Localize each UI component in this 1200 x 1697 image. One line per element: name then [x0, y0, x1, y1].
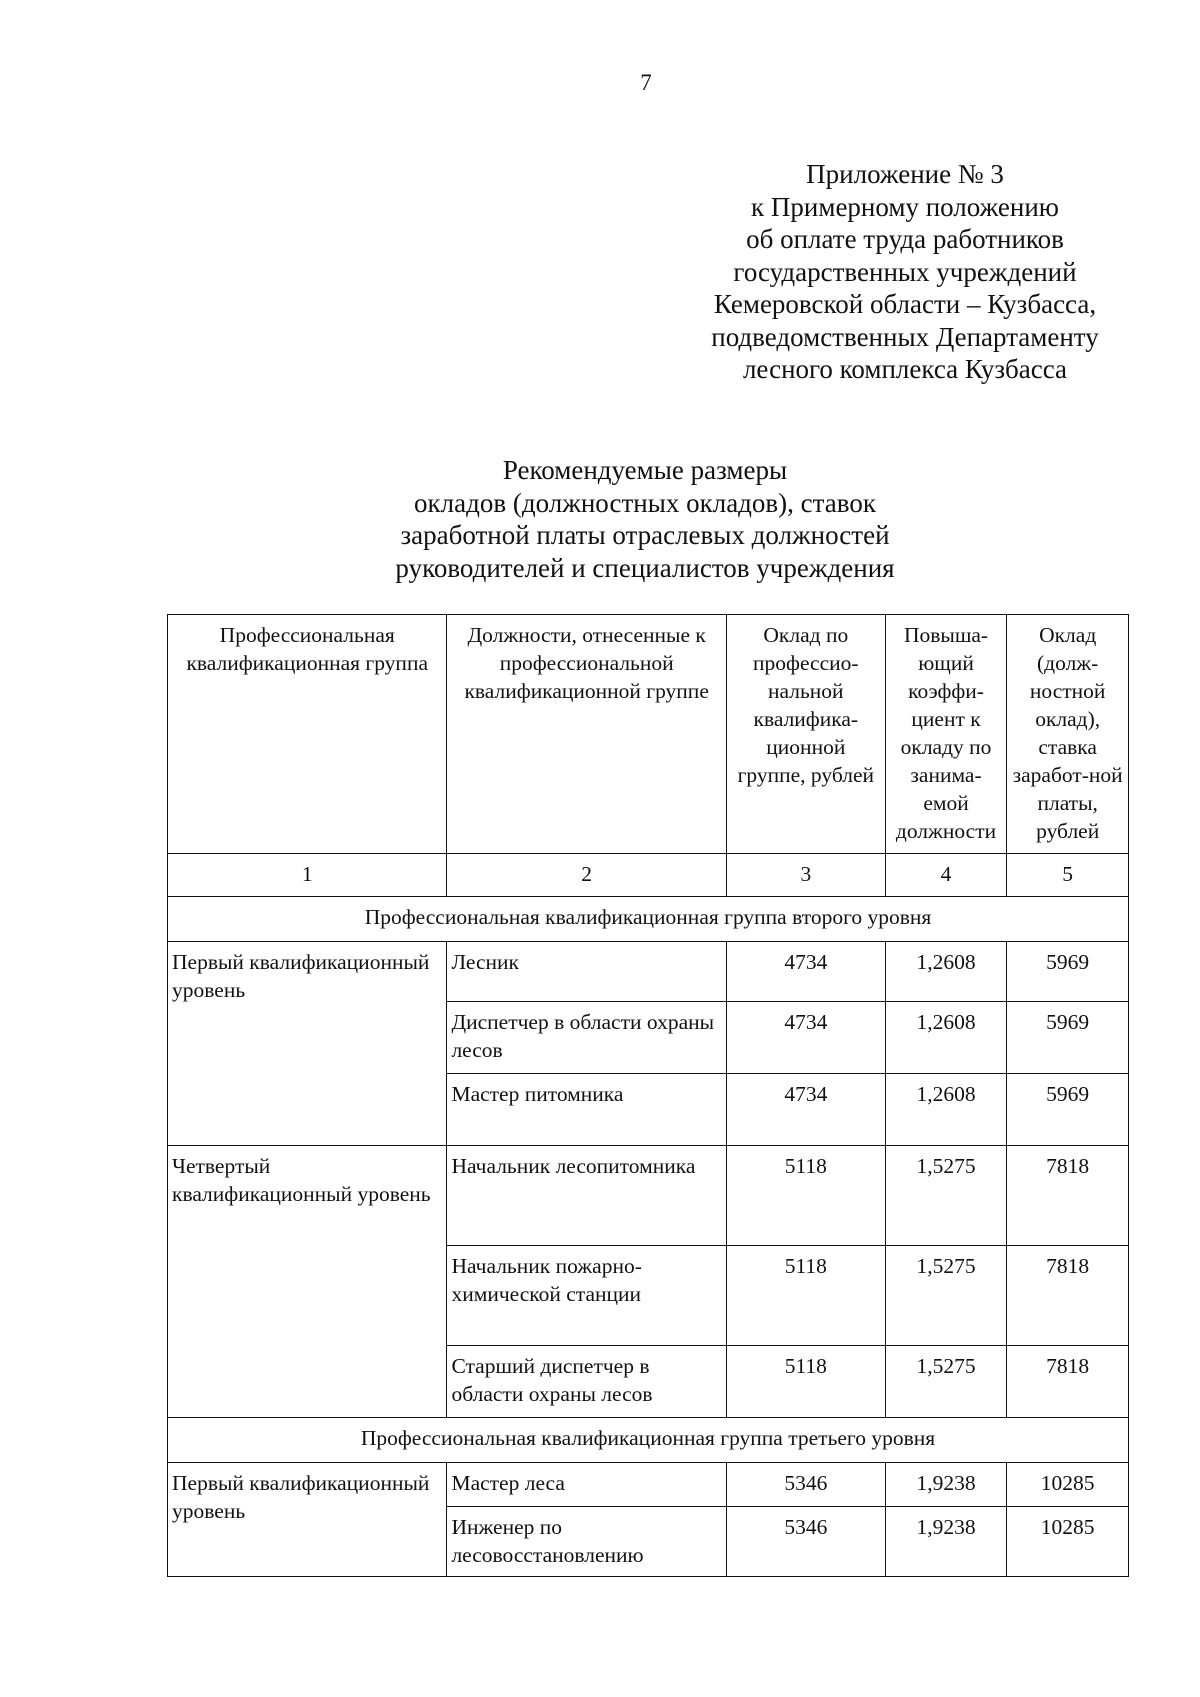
position-cell: Старший диспетчер в области охраны лесов	[447, 1346, 726, 1418]
table-header-row	[168, 615, 1129, 854]
total-cell: 5969	[1007, 942, 1129, 1002]
table-row	[168, 1463, 1129, 1507]
appendix-line: государственных учреждений	[733, 256, 1077, 287]
salary-cell: 4734	[726, 942, 885, 1002]
appendix-heading	[690, 158, 1120, 386]
salary-cell: 5346	[726, 1507, 885, 1577]
title-line: Рекомендуемые размеры	[502, 455, 788, 485]
position-cell: Начальник пожарно-химической станции	[447, 1246, 726, 1346]
total-cell: 7818	[1007, 1346, 1129, 1418]
salary-cell: 5118	[726, 1246, 885, 1346]
salary-cell: 5118	[726, 1346, 885, 1418]
coefficient-cell: 1,2608	[885, 1074, 1007, 1146]
position-cell: Диспетчер в области охраны лесов	[447, 1002, 726, 1074]
position-cell: Лесник	[447, 942, 726, 1002]
page-number: 7	[640, 70, 652, 95]
total-cell: 5969	[1007, 1074, 1129, 1146]
total-cell: 5969	[1007, 1002, 1129, 1074]
appendix-line: лесного комплекса Кузбасса	[742, 354, 1068, 384]
document-title	[340, 454, 950, 584]
header-cell-positions: Должности, отнесенные к профессиональной квалификационной группе	[447, 615, 726, 854]
table-row	[168, 1146, 1129, 1246]
title-line: руководителей и специалистов учреждения	[395, 552, 895, 583]
column-number: 3	[726, 854, 885, 897]
group-title: Профессиональная квалификационная группа второго уровня	[168, 897, 1129, 942]
column-number: 4	[885, 854, 1007, 897]
column-number: 5	[1007, 854, 1129, 897]
position-cell: Инженер по лесовосстановлению	[447, 1507, 726, 1577]
group-title: Профессиональная квалификационная группа третьего уровня	[168, 1418, 1129, 1463]
level-name: Первый квалификационный уровень	[168, 1463, 447, 1577]
coefficient-cell: 1,5275	[885, 1346, 1007, 1418]
salary-cell: 5346	[726, 1463, 885, 1507]
total-cell: 10285	[1007, 1507, 1129, 1577]
appendix-line: к Примерному положению	[751, 191, 1059, 222]
coefficient-cell: 1,9238	[885, 1463, 1007, 1507]
coefficient-cell: 1,2608	[885, 942, 1007, 1002]
header-cell-base-salary: Оклад по профессио-нальной квалифика-ционной группе, рублей	[726, 615, 885, 854]
header-cell-coefficient: Повыша-ющий коэффи-циент к окладу по занима-емой должности	[885, 615, 1007, 854]
total-cell: 7818	[1007, 1146, 1129, 1246]
appendix-line: об оплате труда работников	[746, 224, 1064, 254]
header-cell-group: Профессиональная квалификационная группа	[168, 615, 447, 854]
salary-cell: 5118	[726, 1146, 885, 1246]
appendix-line: Приложение № 3	[806, 159, 1004, 189]
coefficient-cell: 1,2608	[885, 1002, 1007, 1074]
total-cell: 10285	[1007, 1463, 1129, 1507]
position-cell: Начальник лесопитомника	[447, 1146, 726, 1246]
table-row	[168, 942, 1129, 1002]
appendix-line: подведомственных Департаменту	[711, 321, 1099, 352]
level-name: Четвертый квалификационный уровень	[168, 1146, 447, 1418]
level-name: Первый квалификационный уровень	[168, 942, 447, 1146]
position-cell: Мастер леса	[447, 1463, 726, 1507]
total-cell: 7818	[1007, 1246, 1129, 1346]
column-number: 2	[447, 854, 726, 897]
salary-cell: 4734	[726, 1002, 885, 1074]
coefficient-cell: 1,5275	[885, 1246, 1007, 1346]
column-number-row	[168, 854, 1129, 897]
column-number: 1	[168, 854, 447, 897]
position-cell: Мастер питомника	[447, 1074, 726, 1146]
header-cell-salary: Оклад (долж-ностной оклад), ставка заработ-ной платы, рублей	[1007, 615, 1129, 854]
group-title-row	[168, 897, 1129, 942]
title-line: окладов (должностных окладов), ставок	[414, 487, 876, 518]
group-title-row	[168, 1418, 1129, 1463]
coefficient-cell: 1,9238	[885, 1507, 1007, 1577]
coefficient-cell: 1,5275	[885, 1146, 1007, 1246]
salary-cell: 4734	[726, 1074, 885, 1146]
salary-table	[167, 614, 1129, 1577]
title-line: заработной платы отраслевых должностей	[400, 520, 890, 550]
appendix-line: Кемеровской области – Кузбасса,	[713, 289, 1097, 319]
